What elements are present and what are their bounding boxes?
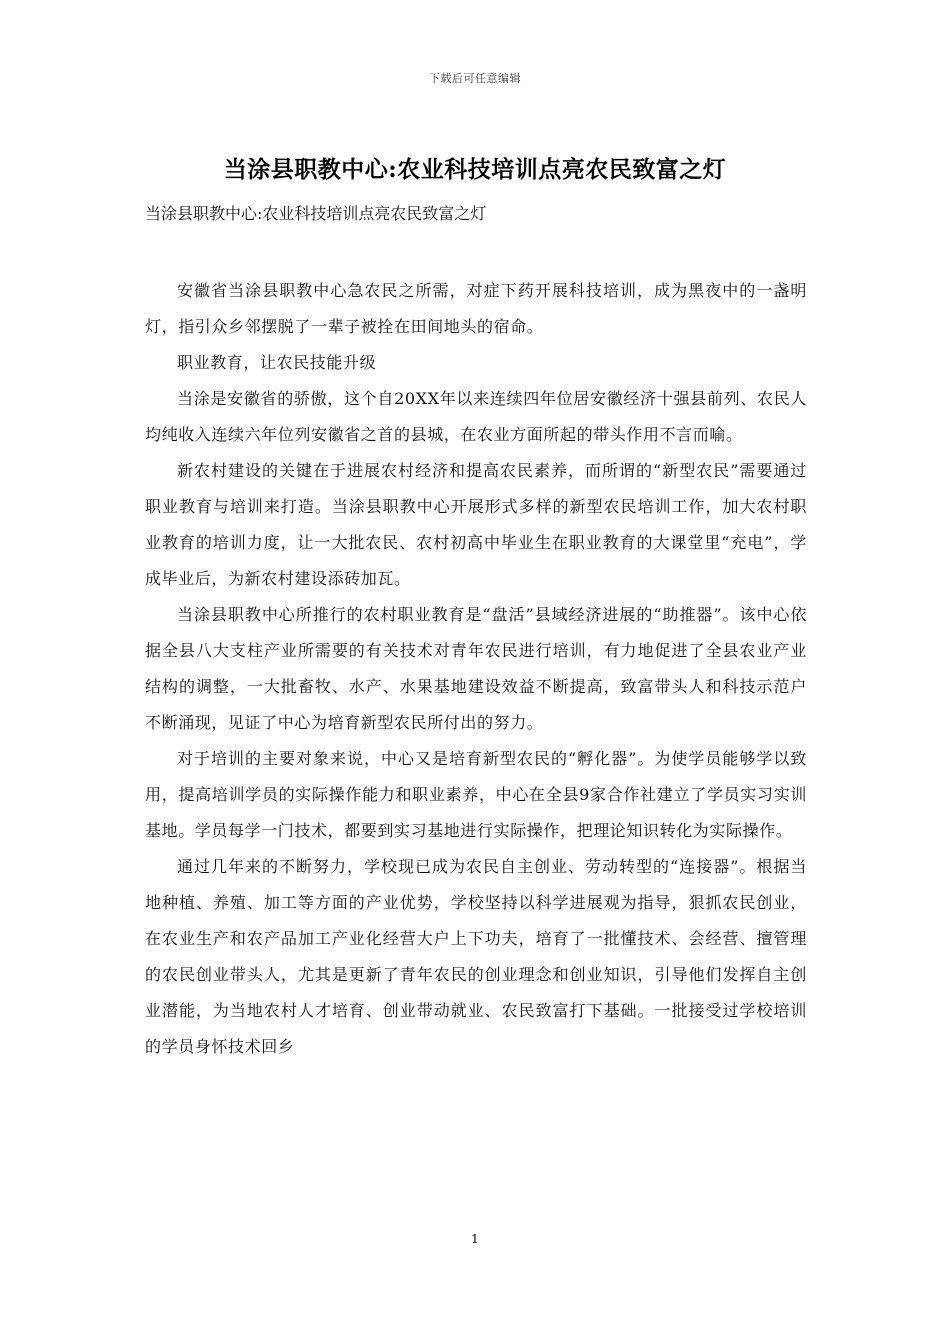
document-subtitle: 当涂县职教中心:农业科技培训点亮农民致富之灯 (145, 204, 487, 223)
paragraph: 新农村建设的关键在于进展农村经济和提高农民素养，而所谓的“新型农民”需要通过职业教育与培训来打造。当涂县职教中心开展形式多样的新型农民培训工作，加大农村职业教育的培训力度，让一大批农民、农村初高中毕业生在职业教育的大课堂里“充电”，学成毕业后，为新农村建设添砖加瓦。 (145, 461, 807, 588)
document-title: 当涂县职教中心:农业科技培训点亮农民致富之灯 (223, 156, 727, 183)
document-body (145, 273, 807, 1065)
header-note: 下载后可任意编辑 (429, 72, 521, 85)
page-number: 1 (471, 1232, 479, 1246)
paragraph-intro: 安徽省当涂县职教中心急农民之所需，对症下药开展科技培训，成为黑夜中的一盏明灯，指引众乡邻摆脱了一辈子被拴在田间地头的宿命。 (145, 281, 807, 336)
paragraph: 对于培训的主要对象来说，中心又是培育新型农民的“孵化器”。为使学员能够学以致用，提高培训学员的实际操作能力和职业素养，中心在全县9家合作社建立了学员实习实训基地。学员每学一门技术，都要到实习基地进行实际操作，把理论知识转化为实际操作。 (145, 749, 807, 840)
paragraph: 通过几年来的不断努力，学校现已成为农民自主创业、劳动转型的“连接器”。根据当地种植、养殖、加工等方面的产业优势，学校坚持以科学进展观为指导，狠抓农民创业，在农业生产和农产品加工产业化经营大户上下功夫，培育了一批懂技术、会经营、擅管理的农民创业带头人，尤其是更新了青年农民的创业理念和创业知识，引导他们发挥自主创业潜能，为当地农村人才培育、创业带动就业、农民致富打下基础。一批接受过学校培训的学员身怀技术回乡 (145, 857, 807, 1056)
section-heading: 职业教育，让农民技能升级 (177, 353, 377, 372)
paragraph: 当涂县职教中心所推行的农村职业教育是“盘活”县域经济进展的“助推器”。该中心依据全县八大支柱产业所需要的有关技术对青年农民进行培训，有力地促进了全县农业产业结构的调整，一大批畜牧、水产、水果基地建设效益不断提高，致富带头人和科技示范户不断涌现，见证了中心为培育新型农民所付出的努力。 (145, 605, 807, 732)
paragraph: 当涂是安徽省的骄傲，这个自20XX年以来连续四年位居安徽经济十强县前列、农民人均纯收入连续六年位列安徽省之首的县城，在农业方面所起的带头作用不言而喻。 (145, 389, 807, 444)
